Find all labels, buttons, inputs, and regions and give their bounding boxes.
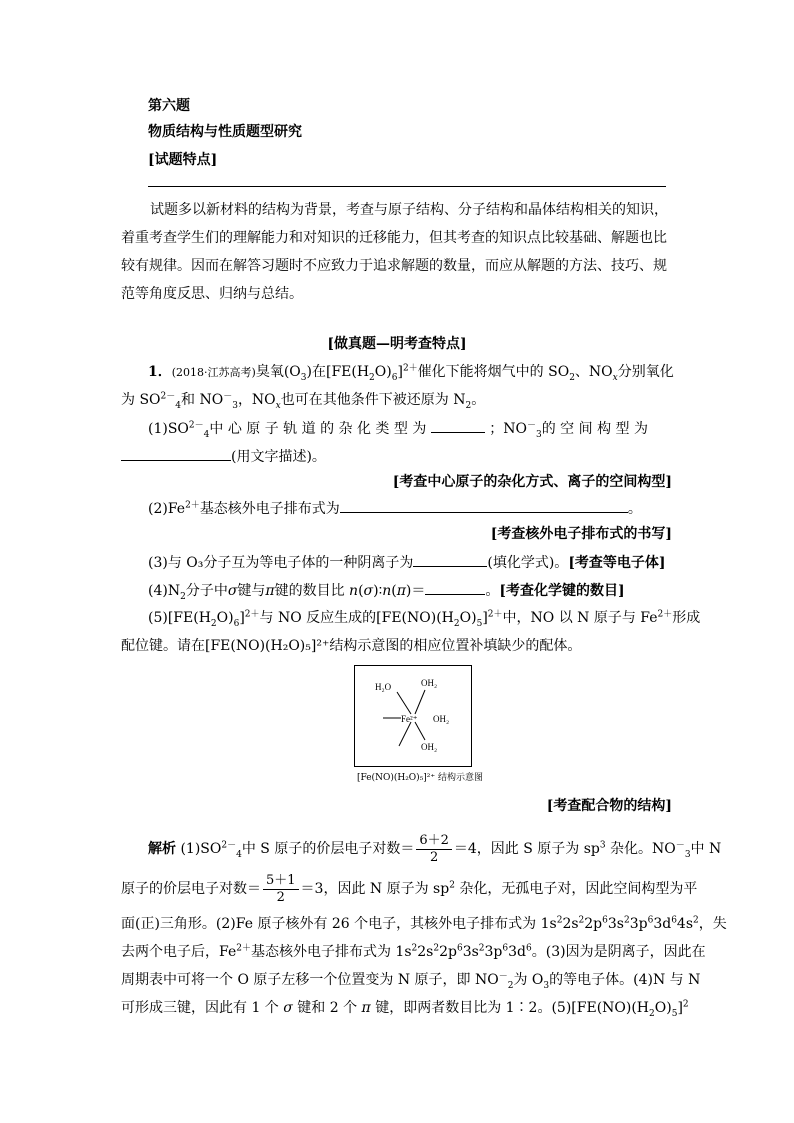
q4-tag: [考查化学键的数目] [499,583,625,599]
q5-tag: [考查配合物的结构] [546,798,672,814]
section-number: 第六题 [148,98,190,114]
solution-line-5: 周期表中可将一个 O 原子左移一个位置变为 N 原子，即 $NO^-_2$为 $O_3$的等电子体。(4)N 与 N [121,971,701,991]
question-line-2: 为 $SO^{2-}_4$和 $NO^-_3$，$NO_x$也可在其他条件下被还原为 $N_2$。 [121,391,486,411]
question-source: (2018·江苏高考) [171,366,256,379]
central-ion-label: Fe²⁺ [401,714,418,724]
q2-answer-blank[interactable] [340,498,628,513]
q2-line: $(2)Fe^{2+}$基态核外电子排布式为 。 [148,498,642,519]
solution-line-4: 去两个电子后，$Fe^{2+}$基态核外电子排布式为 $1s^22s^22p^63s^23p^63d^6$。(3)因为是阴离子，因此在 [121,943,706,960]
q1-line-2: (用文字描述)。 [121,446,326,467]
bond-lower-left [399,722,411,746]
ligand-label: OH₂ [421,742,438,752]
ligand-label: OH₂ [433,714,450,724]
q3-line [148,552,666,573]
page-title: 物质结构与性质题型研究 [148,124,302,140]
fraction-2-numerator: 5＋1 [263,873,299,890]
q3-tag: [考查等电子体] [568,555,666,571]
divider-rule [148,186,666,187]
solution-line-1: 解析 $(1)SO^{2-}_4$中 S 原子的价层电子对数＝ $\frac{6+2}{2}$ ＝4，因此 S 原子为 $sp^3$ 杂化。$NO^-_3$中 N [148,832,722,865]
figure-caption: [Fe(NO)(H₂O)₅]²⁺ 结构示意图 [356,773,484,783]
intro-line-3: 较有规律。因而在解答习题时不应致力于追求解题的数量，而应从解题的方法、技巧、规 [121,258,667,274]
complex-structure-diagram [355,666,471,766]
q4-line: $(4)N_2$分子中σ键与π键的数目比 n(σ)∶n(π)＝ 。[考查化学键的数目] [148,580,625,601]
fraction-2 [263,873,299,906]
q5-line-1: $(5)[FE(H_2O)_6]^{2+}$与 NO 反应生成的$[FE(NO)(H_2O)_5]^{2+}$中，NO 以 N 原子与 $Fe^{2+}$形成 [148,609,701,629]
fraction-2-denominator: 2 [276,889,285,905]
q3-suffix: (填化学式)。 [487,555,569,571]
intro-line-4: 范等角度反思、归纳与总结。 [121,286,303,302]
ligand-label: H₂O [375,682,392,692]
solution-line-3: 面(正)三角形。(2)Fe 原子核外有 26 个电子，其核外电子排布式为 $1s^22s^22p^63s^23p^63d^64s^2$，失 [121,915,727,932]
solution-line-2: 原子的价层电子对数＝ $\frac{5+1}{2}$ ＝3，因此 N 原子为 $sp^2$ 杂化，无孤电子对，因此空间构型为平 [121,872,698,905]
q1-answer-blank-1[interactable] [431,418,485,433]
question-number: 1． [148,364,172,380]
section-heading: [做真题—明考查特点] [327,336,467,352]
fraction-1-denominator: 2 [429,849,439,865]
fraction-1 [416,833,452,866]
bond-upper-left [397,692,411,714]
q5-line-2: 配位键。请在[FE(NO)(H₂O)₅]²⁺结构示意图的相应位置补填缺少的配体。 [121,638,582,654]
question-line-1: 1．(2018·江苏高考)臭氧$(O_3)$在$[FE(H_2O)_6]^{2+}$催化下能将烟气中的 $SO_2$、$NO_x$分别氧化 [148,363,674,383]
solution-label: 解析 [148,841,176,857]
q3-text: (3)与 O₃分子互为等电子体的一种阴离子为 [148,555,414,571]
q2-tag: [考查核外电子排布式的书写] [490,526,672,542]
intro-line-1: 试题多以新材料的结构为背景，考查与原子结构、分子结构和晶体结构相关的知识， [150,202,668,218]
structure-figure [354,665,472,767]
q1-tag: [考查中心原子的杂化方式、离子的空间构型] [392,474,672,490]
bond-lower-right [415,722,425,740]
intro-line-2: 着重考查学生们的理解能力和对知识的迁移能力，但其考查的知识点比较基础、解题也比 [121,230,667,246]
q1-answer-blank-2[interactable] [121,446,231,461]
bond-upper-right [415,690,425,714]
ligand-label: OH₂ [421,678,438,688]
q4-answer-blank[interactable] [425,580,485,595]
fraction-1-numerator: 6＋2 [416,833,452,850]
solution-line-6: 可形成三键，因此有 1 个 σ 键和 2 个 π 键，即两者数目比为 1∶2。$(5)[FE(NO)(H_2O)_5]^2$ [121,999,689,1019]
features-tag: [试题特点] [148,152,218,168]
q1-line-1: $(1)SO^{2-}_4$中 心 原 子 轨 道 的 杂 化 类 型 为 ；$NO^-_3$的 空 间 构 型 为 [148,418,648,439]
q3-answer-blank[interactable] [413,552,487,567]
